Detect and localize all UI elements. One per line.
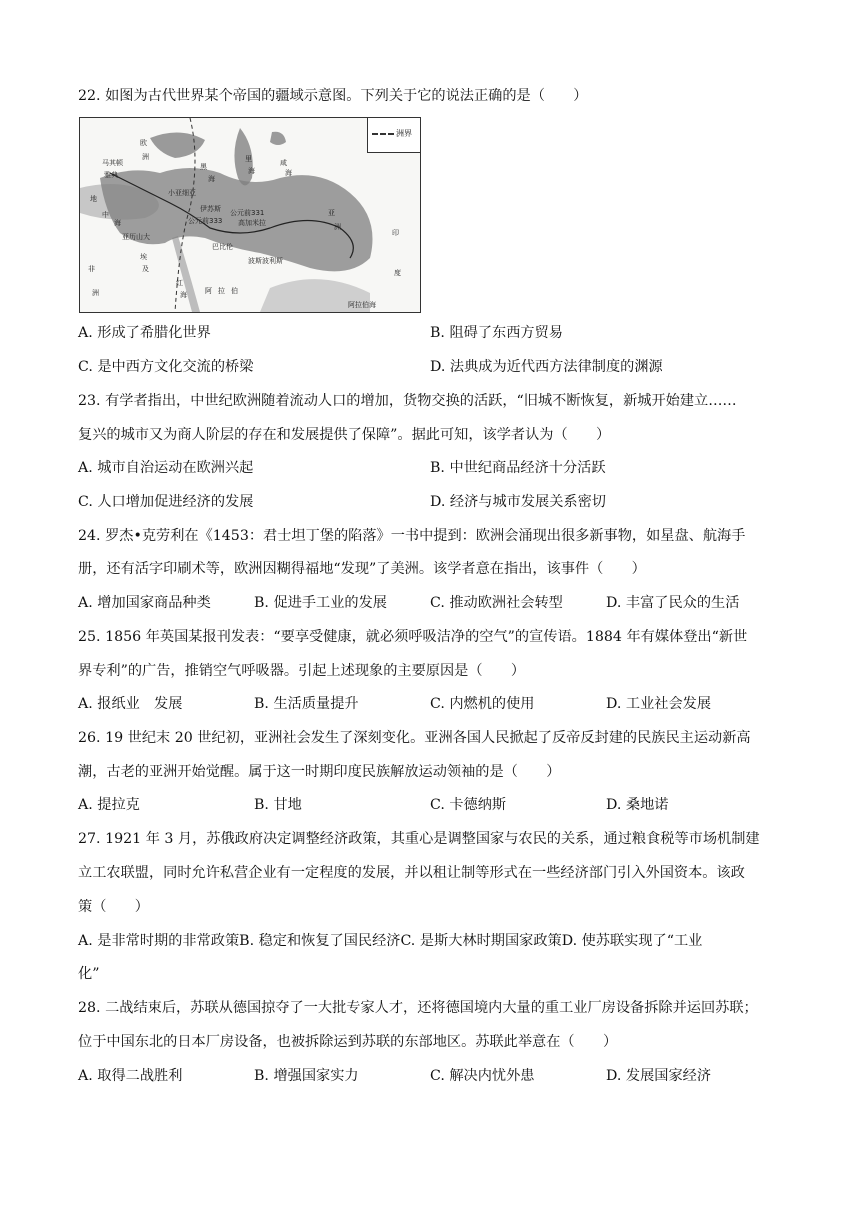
map-label: 波斯波利斯: [248, 257, 283, 265]
map-label: 红: [176, 279, 183, 287]
question-24-line-2: 册，还有活字印刷术等，欧洲因糊得福地“发现”了美洲。该学者意在指出，该事件（ ）: [78, 561, 646, 577]
q26-option-c[interactable]: C. 卡德纳斯: [430, 797, 507, 813]
question-23-line-1: 23. 有学者指出，中世纪欧洲随着流动人口的增加，货物交换的活跃，“旧城不断恢复，新城开始建立……: [78, 393, 737, 409]
q27-options-line[interactable]: A. 是非常时期的非常政策B. 稳定和恢复了国民经济C. 是斯大林时期国家政策D. 使苏联实现了“工业: [78, 933, 703, 949]
question-24-line-1: 24. 罗杰•克劳利在《1453：君士坦丁堡的陷落》一书中提到：欧洲会涌现出很多新事物，如星盘、航海手: [78, 528, 746, 544]
q23-option-d[interactable]: D. 经济与城市发展关系密切: [430, 494, 606, 510]
q25-option-c[interactable]: C. 内燃机的使用: [430, 696, 535, 712]
question-27-line-3: 策（ ）: [78, 899, 149, 915]
question-28-line-2: 位于中国东北的日本厂房设备，也被拆除运到苏联的东部地区。苏联此举意在（ ）: [78, 1034, 618, 1050]
map-label: 巴比伦: [212, 243, 233, 251]
map-label: 海: [180, 291, 187, 299]
q24-option-c[interactable]: C. 推动欧洲社会转型: [430, 595, 563, 611]
q26-option-a[interactable]: A. 提拉克: [78, 797, 140, 813]
aral-sea: [270, 132, 286, 145]
map-label: 咸: [280, 159, 287, 167]
map-label: 伯: [231, 287, 238, 295]
map-label: 埃: [140, 253, 147, 261]
question-23-line-2: 复兴的城市又为商人阶层的存在和发展提供了保障”。据此可知，该学者认为（ ）: [78, 427, 611, 443]
q26-option-b[interactable]: B. 甘地: [254, 797, 302, 813]
map-label: 及: [142, 265, 149, 273]
map-label: 马其顿: [102, 159, 123, 167]
question-26-line-2: 潮，古老的亚洲开始觉醒。属于这一时期印度民族解放运动领袖的是（ ）: [78, 764, 561, 780]
q26-option-d[interactable]: D. 桑地诺: [606, 797, 669, 813]
boundary-dash-icon: [372, 133, 394, 135]
map-label: 中: [102, 211, 109, 219]
q22-option-d[interactable]: D. 法典成为近代西方法律制度的渊源: [430, 359, 663, 375]
map-label: 阿: [205, 287, 212, 295]
question-27-line-2: 立工农联盟，同时允许私营企业有一定程度的发展，并以租让制等形式在一些经济部门引入外国资本。该政: [78, 865, 745, 881]
map-label: 亚历山大: [122, 233, 150, 241]
map-label: 雅典: [104, 171, 118, 179]
q23-option-c[interactable]: C. 人口增加促进经济的发展: [78, 494, 254, 510]
empire-map: [79, 117, 421, 313]
map-label: 小亚细亚: [168, 189, 196, 197]
map-label: 公元前333: [188, 217, 223, 225]
question-28-line-1: 28. 二战结束后，苏联从德国掠夺了一大批专家人才，还将德国境内大量的重工业厂房设备拆除并运回苏联；: [78, 1000, 758, 1016]
q23-option-a[interactable]: A. 城市自治运动在欧洲兴起: [78, 460, 254, 476]
map-label: 拉: [218, 287, 225, 295]
black-sea: [150, 132, 205, 158]
map-label: 公元前331: [230, 209, 265, 217]
q22-option-a[interactable]: A. 形成了希腊化世界: [78, 325, 211, 341]
q28-option-d[interactable]: D. 发展国家经济: [606, 1068, 712, 1084]
map-label: 里: [245, 155, 252, 163]
map-label: 洲: [92, 289, 99, 297]
map-label: 伊苏斯: [200, 205, 221, 213]
map-label: 阿拉伯海: [348, 301, 376, 309]
map-label: 度: [394, 269, 401, 277]
map-label: 亚: [328, 209, 335, 217]
map-label: 欧: [140, 139, 147, 147]
map-legend: [367, 118, 420, 153]
q27-options-line-2: 化”: [78, 966, 100, 982]
map-label: 黑: [200, 163, 207, 171]
question-25-line-1: 25. 1856 年英国某报刊发表：“要享受健康，就必须呼吸洁净的空气”的宣传语。1884 年有媒体登出“新世: [78, 629, 748, 645]
q28-option-a[interactable]: A. 取得二战胜利: [78, 1068, 183, 1084]
map-label: 地: [90, 195, 97, 203]
q28-option-b[interactable]: B. 增强国家实力: [254, 1068, 359, 1084]
q22-option-c[interactable]: C. 是中西方文化交流的桥梁: [78, 359, 254, 375]
map-label: 印: [392, 229, 399, 237]
map-label: 海: [114, 219, 121, 227]
q24-option-d[interactable]: D. 丰富了民众的生活: [606, 595, 740, 611]
map-label: 高加米拉: [238, 219, 266, 227]
question-25-line-2: 界专利”的广告，推销空气呼吸器。引起上述现象的主要原因是（ ）: [78, 663, 526, 679]
map-label: 海: [285, 169, 292, 177]
q25-option-d[interactable]: D. 工业社会发展: [606, 696, 712, 712]
question-26-line-1: 26. 19 世纪末 20 世纪初，亚洲社会发生了深刻变化。亚洲各国人民掀起了反帝反封建的民族民主运动新高: [78, 730, 751, 746]
map-label: 非: [88, 265, 95, 273]
question-27-line-1: 27. 1921 年 3 月，苏俄政府决定调整经济政策，其重心是调整国家与农民的关系，通过粮食税等市场机制建: [78, 831, 760, 847]
question-22-stem: 22. 如图为古代世界某个帝国的疆域示意图。下列关于它的说法正确的是（ ）: [78, 88, 588, 104]
q24-option-b[interactable]: B. 促进手工业的发展: [254, 595, 387, 611]
q25-option-b[interactable]: B. 生活质量提升: [254, 696, 359, 712]
map-label: 海: [208, 175, 215, 183]
q28-option-c[interactable]: C. 解决内忧外患: [430, 1068, 535, 1084]
q22-option-b[interactable]: B. 阻碍了东西方贸易: [430, 325, 563, 341]
legend-label: 洲界: [396, 129, 412, 138]
map-label: 海: [248, 167, 255, 175]
q25-option-a[interactable]: A. 报纸业 发展: [78, 696, 183, 712]
q23-option-b[interactable]: B. 中世纪商品经济十分活跃: [430, 460, 606, 476]
map-label: 洲: [334, 223, 341, 231]
map-label: 洲: [142, 153, 149, 161]
q24-option-a[interactable]: A. 增加国家商品种类: [78, 595, 211, 611]
